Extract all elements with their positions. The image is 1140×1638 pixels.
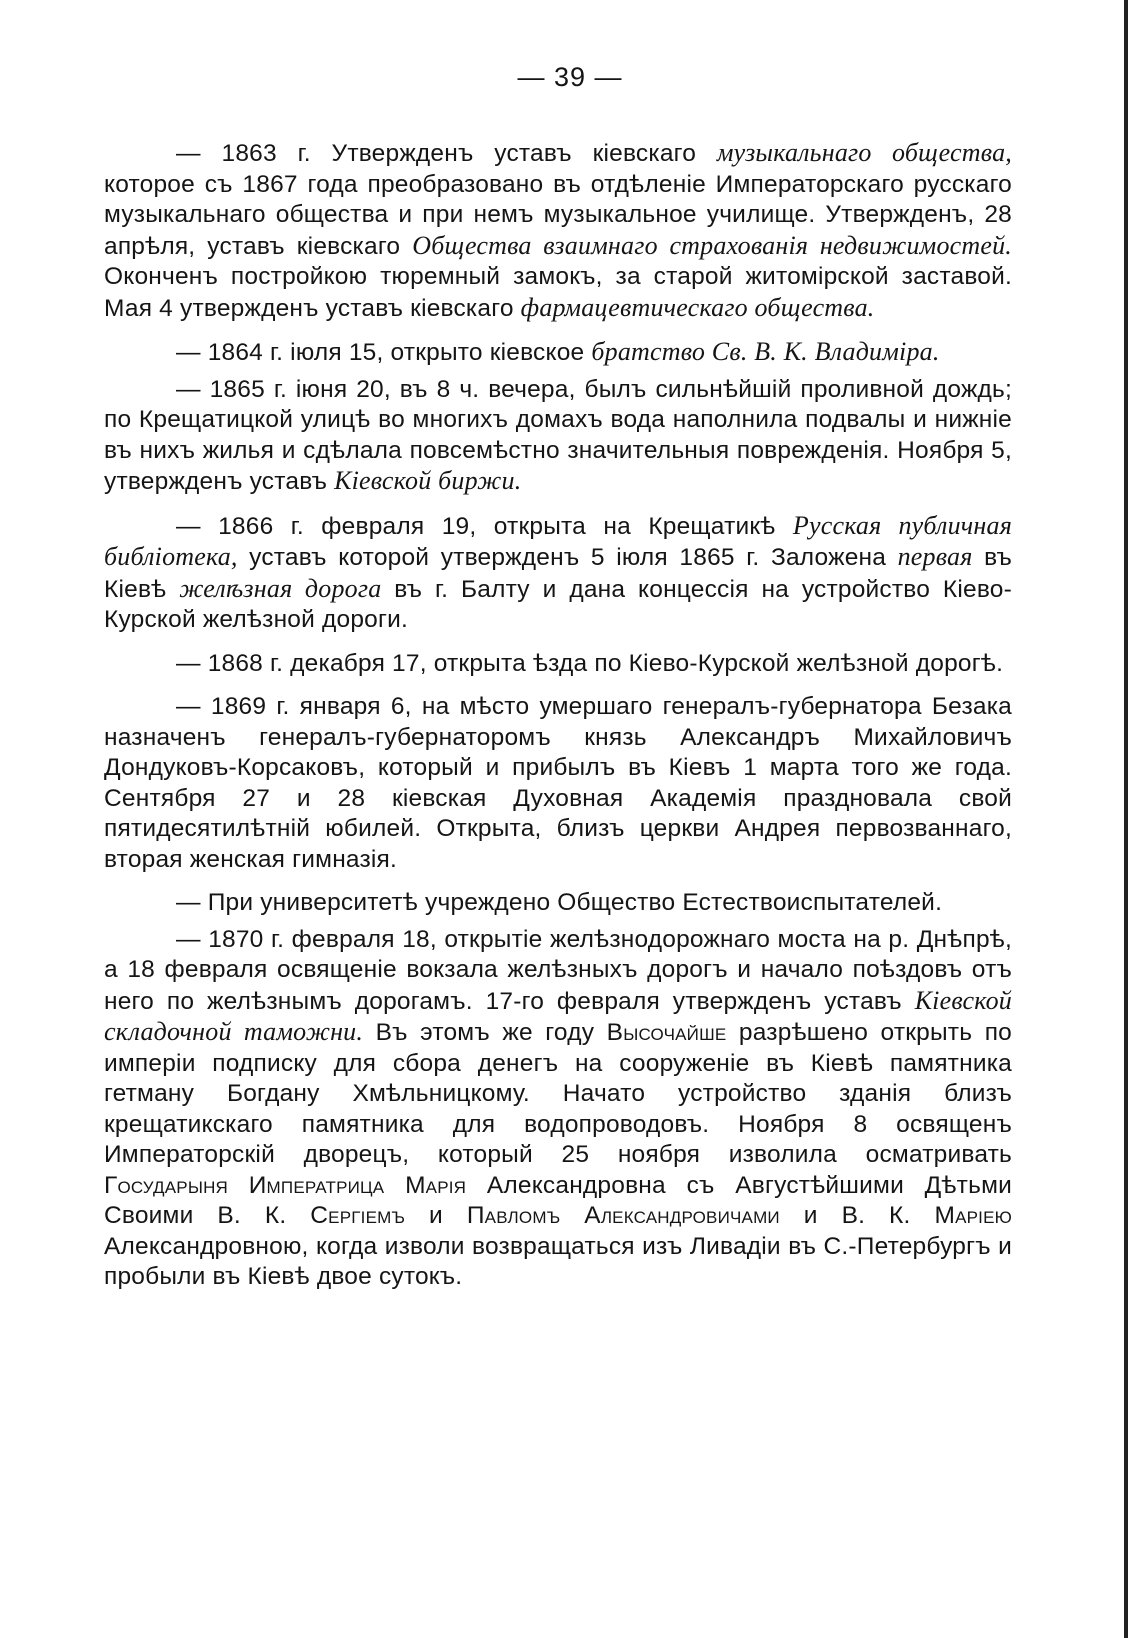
paragraph-1869: — 1869 г. января 6, на мѣсто умершаго генералъ-губернатора Безака назначенъ генералъ-губернаторомъ князь Александръ Михайловичъ Дондуковъ-Корсаковъ, который и прибылъ въ Кіевъ 1 марта того же года. Сентября 27 и 28 кіевская Духовная Академія праздновала свой пятидесятилѣтній юбилей. Открыта, близъ церкви Андрея первозваннаго, вторая женская гимназія. <box>104 693 1012 873</box>
paragraph-1864: — 1864 г. іюля 15, открыто кіевское братство Св. В. К. Владиміра. <box>176 337 940 366</box>
paragraph-1865: — 1865 г. іюня 20, въ 8 ч. вечера, былъ сильнѣйшій проливной дождь; по Крещатицкой улицѣ во многихъ домахъ вода наполнила подвалы и нижніе въ нихъ жилья и сдѣлала повсемѣстно значительныя поврежденія. Ноября 5, утвержденъ уставъ Кіевской биржи. <box>104 375 1012 495</box>
paragraph-1870: — 1870 г. февраля 18, открытіе желѣзнодорожнаго моста на р. Днѣпрѣ, а 18 февраля освященіе вокзала желѣзныхъ дорогъ и начало поѣздовъ отъ него по желѣзнымъ дорогамъ. 17-го февраля утвержденъ уставъ Кіевской складочной таможни. Въ этомъ же году Высочайше разрѣшено открыть по имперіи подписку для сбора денегъ на сооруженіе въ Кіевѣ памятника гетману Богдану Хмѣльницкому. Начато устройство зданія близъ крещатикскаго памятника для водопроводовъ. Ноября 8 освященъ Императорскій дворецъ, который 25 ноября изволила осматривать Государыня Императрица Марія Александровна съ Августѣйшими Дѣтьми Своими В. К. Сергіемъ и Павломъ Александровичами и В. К. Маріею Александровною, когда изволи возвращаться изъ Ливадіи въ С.-Петербургъ и пробыли въ Кіевѣ двое сутокъ. <box>104 925 1012 1290</box>
paragraph-1863: — 1863 г. Утвержденъ уставъ кіевскаго музыкальнаго общества, которое съ 1867 года преобразовано въ отдѣленіе Императорскаго русскаго музыкальнаго общества и при немъ музыкальное училище. Утвержденъ, 28 апрѣля, уставъ кіевскаго Общества взаимнаго страхованія недвижимостей. Оконченъ постройкою тюремный замокъ, за старой житомірской заставой. Мая 4 утвержденъ уставъ кіевскаго фармацевтическаго общества. <box>104 138 1012 322</box>
page-edge-line <box>1124 0 1128 1638</box>
paragraph-1866: — 1866 г. февраля 19, открыта на Крещатикѣ Русская публичная библіотека, уставъ которой утвержденъ 5 іюля 1865 г. Заложена первая въ Кіевѣ желѣзная дорога въ г. Балту и дана концессія на устройство Кіево-Курской желѣзной дороги. <box>104 510 1012 633</box>
page-number: — 39 — <box>517 62 623 92</box>
paragraph-1868: — 1868 г. декабря 17, открыта ѣзда по Кіево-Курской желѣзной дорогѣ. <box>176 649 1004 677</box>
text-body <box>104 138 1012 1293</box>
paragraph-university: — При университетѣ учреждено Общество Естествоиспытателей. <box>176 889 943 916</box>
